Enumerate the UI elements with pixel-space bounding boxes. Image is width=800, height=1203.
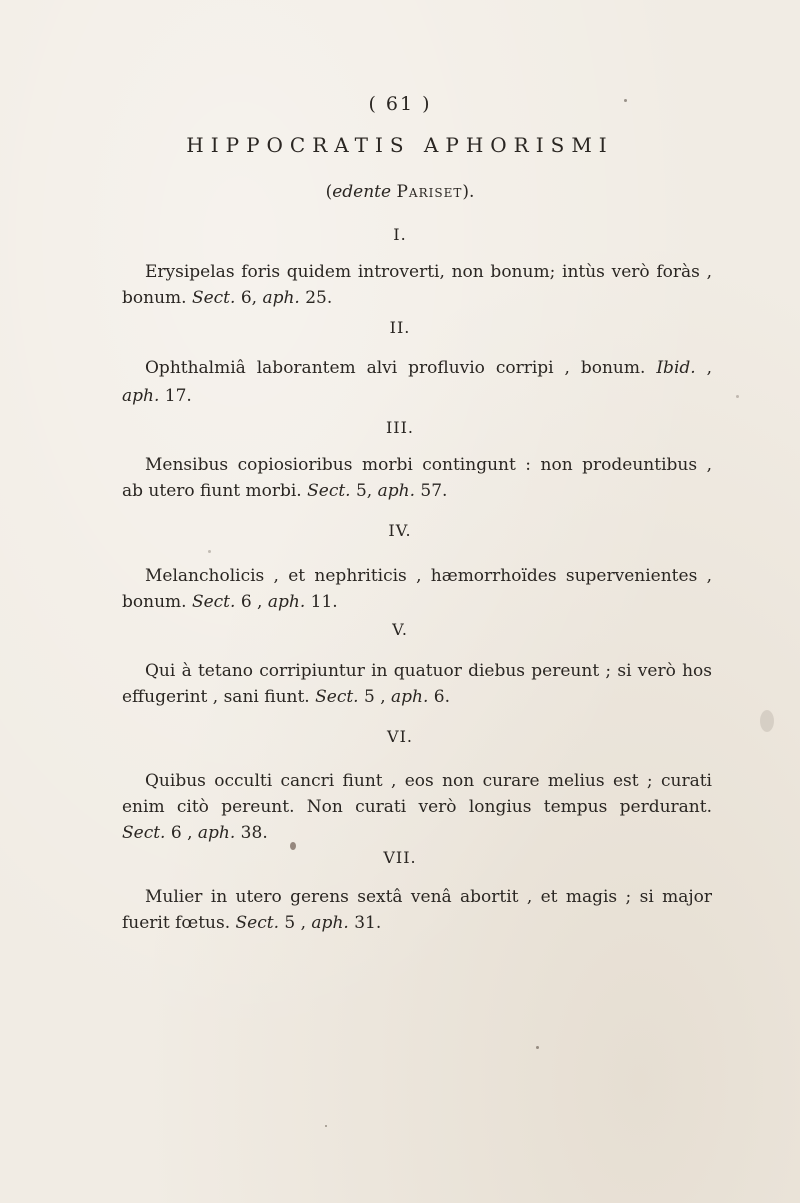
paper-stain <box>760 710 774 732</box>
paper-speck <box>736 395 739 398</box>
aphorism-numeral: I. <box>393 225 407 244</box>
aphorism-text-line: Quibus occulti cancri fiunt , eos non curare melius est ; curati <box>145 771 712 791</box>
aphorism-text-line: Sect. 6 , aph. 38. <box>122 823 268 843</box>
paper-speck <box>325 1125 327 1127</box>
page-title: HIPPOCRATIS APHORISMI <box>186 133 614 157</box>
aphorism-text-line: bonum. Sect. 6 , aph. 11. <box>122 592 338 612</box>
editor-open: ( <box>325 182 333 202</box>
aphorism-numeral: VI. <box>387 727 413 746</box>
aphorism-text-line: enim citò pereunt. Non curati verò longius tempus perdurant. <box>122 797 712 817</box>
aphorism-text-line: Melancholicis , et nephriticis , hæmorrhoïdes supervenientes , <box>145 566 712 586</box>
aphorism-text-line: Qui à tetano corripiuntur in quatuor diebus pereunt ; si verò hos <box>145 661 712 681</box>
aphorism-text-line: Erysipelas foris quidem introverti, non bonum; intùs verò foràs , <box>145 262 712 282</box>
aphorism-numeral: VII. <box>383 848 417 867</box>
aphorism-numeral: II. <box>389 318 411 337</box>
aphorism-text-line: effugerint , sani fiunt. Sect. 5 , aph. 6. <box>122 687 451 707</box>
aphorism-text-line: Mensibus copiosioribus morbi contingunt : non prodeuntibus , <box>145 455 712 475</box>
paper-speck <box>208 550 211 553</box>
aphorism-numeral: V. <box>392 620 408 639</box>
aphorism-numeral: III. <box>385 418 415 437</box>
aphorism-text-line: Mulier in utero gerens sextâ venâ abortit , et magis ; si major <box>145 887 712 907</box>
paper-speck <box>290 842 296 850</box>
aphorism-text-line: bonum. Sect. 6, aph. 25. <box>122 288 333 308</box>
page-number: ( 61 ) <box>368 93 432 115</box>
editor-close: ). <box>462 182 475 202</box>
aphorism-text-line: ab utero fiunt morbi. Sect. 5, aph. 57. <box>122 481 448 501</box>
editor-line <box>0 182 800 202</box>
aphorism-text-line: Ophthalmiâ laborantem alvi profluvio corripi , bonum. Ibid. , <box>145 358 713 378</box>
editor-prefix: edente <box>332 182 392 202</box>
paper-speck <box>536 1046 539 1049</box>
editor-name: Pariset <box>396 182 463 202</box>
aphorism-text-line: aph. 17. <box>122 386 192 406</box>
paper-speck <box>624 99 627 102</box>
aphorism-text-line: fuerit fœtus. Sect. 5 , aph. 31. <box>122 913 382 933</box>
aphorism-numeral: IV. <box>388 521 412 540</box>
